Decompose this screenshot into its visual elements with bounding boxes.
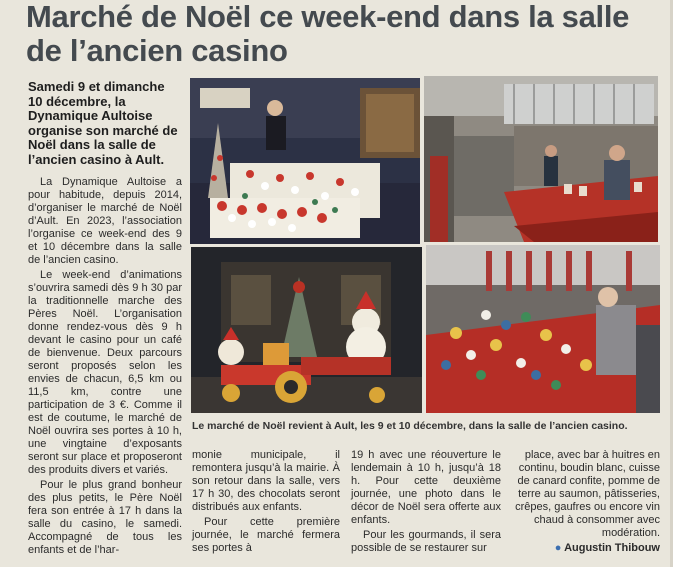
- photo-market-hall: [424, 76, 658, 242]
- author-name: Augustin Thibouw: [564, 542, 660, 554]
- body-paragraph: Pour cette première journée, le marché fermera ses portes à: [192, 516, 340, 554]
- body-column-1: [28, 176, 182, 559]
- body-paragraph: Pour le plus grand bonheur des plus petits, le Père Noël fera son entrée à 17 h dans la salle du casino, le samedi. Accompagné de tous les enfants et de l’har-: [28, 479, 182, 556]
- lede-paragraph: Samedi 9 et dimanche 10 décembre, la Dynamique Aultoise organise son marché de Noël dans la salle de l’ancien casino à Ault.: [28, 79, 178, 167]
- body-column-4: [510, 449, 660, 555]
- body-column-2: [192, 449, 340, 557]
- headline: Marché de Noël ce week-end dans la salle de l’ancien casino: [26, 0, 630, 68]
- body-paragraph: place, avec bar à huitres en continu, boudin blanc, cuisse de canard confite, pomme de terre au saumon, pâtisseries, crêpes, gaufres ou encore vin chaud à consommer avec modération.: [515, 449, 660, 539]
- body-paragraph: Le week-end d’animations s’ouvrira samedi dès 9 h 30 par la traditionnelle marche des Pères Noël. L’organisation donne rendez-vous dès 9 h devant le casino pour un café de bienvenue. Deux parcours seront proposés selon les envies de chacun, 6,5 km ou 11,5 km, contre une participation de 3 €. Comme il est de coutume, le marché de Noël ouvrira ses portes à 10 h, une vingtaine d’exposants seront sur place et proposeront des produits divers et variés.: [28, 269, 182, 476]
- photo-caption: Le marché de Noël revient à Ault, les 9 et 10 décembre, dans la salle de l’ancien casino.: [192, 420, 628, 432]
- byline: [510, 542, 660, 555]
- photo-toy-stall: [426, 245, 660, 413]
- photo-ornament-stand: [190, 78, 420, 244]
- body-paragraph: monie municipale, il remontera jusqu’à la mairie. À son retour dans la salle, vers 17 h 30, des chocolats seront distribués aux enfants.: [192, 449, 340, 513]
- body-paragraph: Pour les gourmands, il sera possible de se restaurer sur: [351, 529, 501, 554]
- photo-toy-tractor-display: [191, 247, 422, 413]
- body-column-3: [351, 449, 501, 557]
- byline-bullet-icon: ●: [554, 542, 562, 554]
- body-paragraph: La Dynamique Aultoise a pour habitude, depuis 2014, d’organiser le marché de Noël d’Ault. En 2023, l’association l’organise ce week-end des 9 et 10 décembre dans la salle de l’ancien casino.: [28, 176, 182, 266]
- body-paragraph: 19 h avec une réouverture le lendemain à 10 h, jusqu’à 18 h. Pour cette deuxième journée, une photo dans le décor de Noël sera offerte aux enfants.: [351, 449, 501, 526]
